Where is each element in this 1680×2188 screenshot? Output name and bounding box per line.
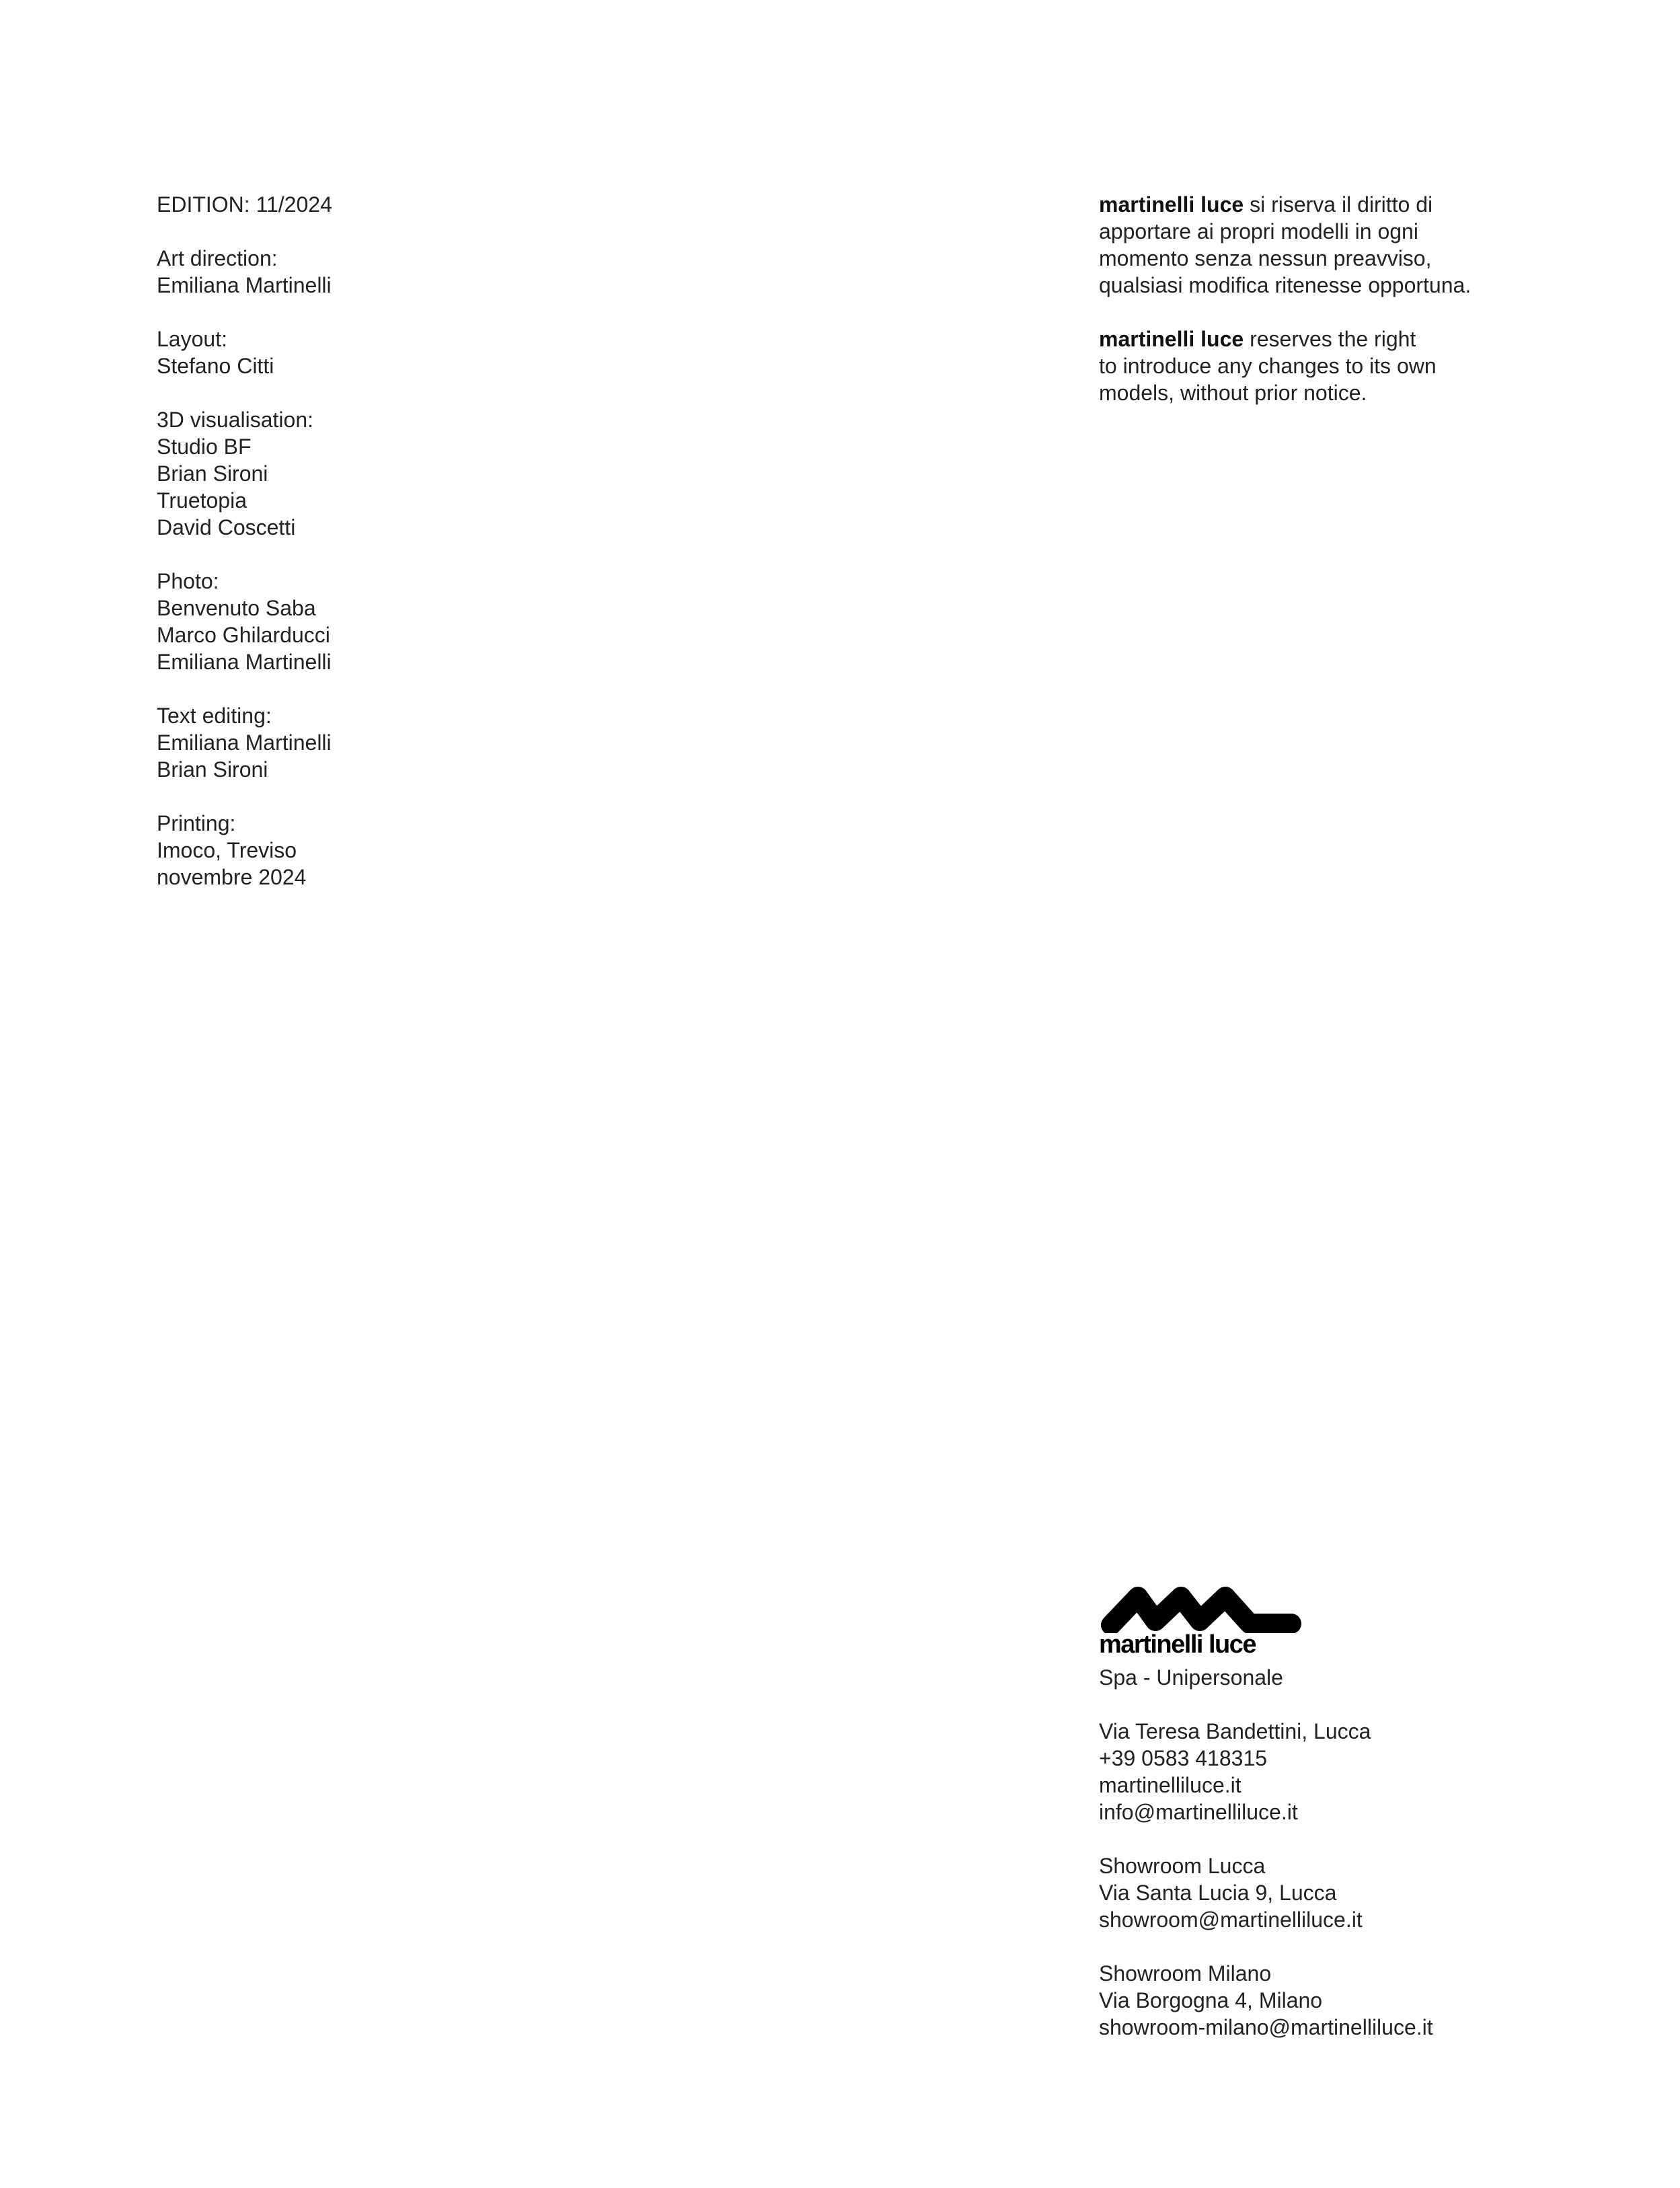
credit-name: Emiliana Martinelli <box>157 650 332 674</box>
printing-block <box>157 810 627 891</box>
notice-text: si riserva il diritto di <box>1244 192 1433 217</box>
address: Via Teresa Bandettini, Lucca <box>1099 1719 1371 1743</box>
credit-name: Emiliana Martinelli <box>157 273 332 297</box>
notice-text: apportare ai propri modelli in ogni <box>1099 219 1418 243</box>
notice-text: reserves the right <box>1244 327 1416 351</box>
headquarters-block <box>1099 1718 1610 1825</box>
credit-name: Benvenuto Saba <box>157 596 316 620</box>
showroom-lucca-block <box>1099 1852 1610 1933</box>
credit-name: Imoco, Treviso <box>157 838 297 862</box>
showroom-title: Showroom Lucca <box>1099 1854 1266 1878</box>
photo-label: Photo: <box>157 569 219 593</box>
brand-name: martinelli luce <box>1099 327 1244 351</box>
credit-name: Studio BF <box>157 435 252 459</box>
credit-name: Brian Sironi <box>157 757 268 782</box>
art-direction-block <box>157 245 627 299</box>
credit-name: David Coscetti <box>157 515 296 539</box>
credit-name: Truetopia <box>157 488 247 513</box>
art-direction-label: Art direction: <box>157 246 278 270</box>
credits-column <box>157 191 627 917</box>
brand-name: martinelli luce <box>1099 192 1244 217</box>
address: Via Santa Lucia 9, Lucca <box>1099 1881 1337 1905</box>
notice-text: to introduce any changes to its own <box>1099 354 1437 378</box>
notice-text: qualsiasi modifica ritenesse opportuna. <box>1099 273 1472 297</box>
text-editing-block <box>157 702 627 783</box>
notice-english <box>1099 326 1610 406</box>
email-link[interactable]: info@martinelliluce.it <box>1099 1800 1298 1824</box>
visualisation-block <box>157 406 627 541</box>
notice-column <box>1099 191 1610 433</box>
credit-name: novembre 2024 <box>157 865 307 889</box>
company-tagline: Spa - Unipersonale <box>1099 1665 1283 1690</box>
website-link[interactable]: martinelliluce.it <box>1099 1773 1242 1797</box>
notice-text: models, without prior notice. <box>1099 381 1367 405</box>
visualisation-label: 3D visualisation: <box>157 408 313 432</box>
layout-label: Layout: <box>157 327 227 351</box>
edition: EDITION: 11/2024 <box>157 192 332 217</box>
credit-name: Marco Ghilarducci <box>157 623 330 647</box>
showroom-title: Showroom Milano <box>1099 1961 1272 1986</box>
credit-name: Brian Sironi <box>157 461 268 486</box>
logo-wordmark: martinelli luce <box>1099 1630 1256 1659</box>
credit-name: Emiliana Martinelli <box>157 730 332 755</box>
notice-text: momento senza nessun preavviso, <box>1099 246 1432 270</box>
email-link[interactable]: showroom@martinelliluce.it <box>1099 1908 1363 1932</box>
layout-block <box>157 326 627 379</box>
company-info <box>1099 1582 1610 2068</box>
printing-label: Printing: <box>157 811 236 835</box>
showroom-milano-block <box>1099 1960 1610 2041</box>
phone: +39 0583 418315 <box>1099 1746 1268 1770</box>
email-link[interactable]: showroom-milano@martinelliluce.it <box>1099 2015 1433 2039</box>
edition-block <box>157 191 627 218</box>
photo-block <box>157 568 627 675</box>
address: Via Borgogna 4, Milano <box>1099 1988 1323 2012</box>
text-editing-label: Text editing: <box>157 704 272 728</box>
notice-italian <box>1099 191 1610 299</box>
credit-name: Stefano Citti <box>157 354 274 378</box>
martinelli-luce-logo-icon <box>1099 1582 1303 1633</box>
